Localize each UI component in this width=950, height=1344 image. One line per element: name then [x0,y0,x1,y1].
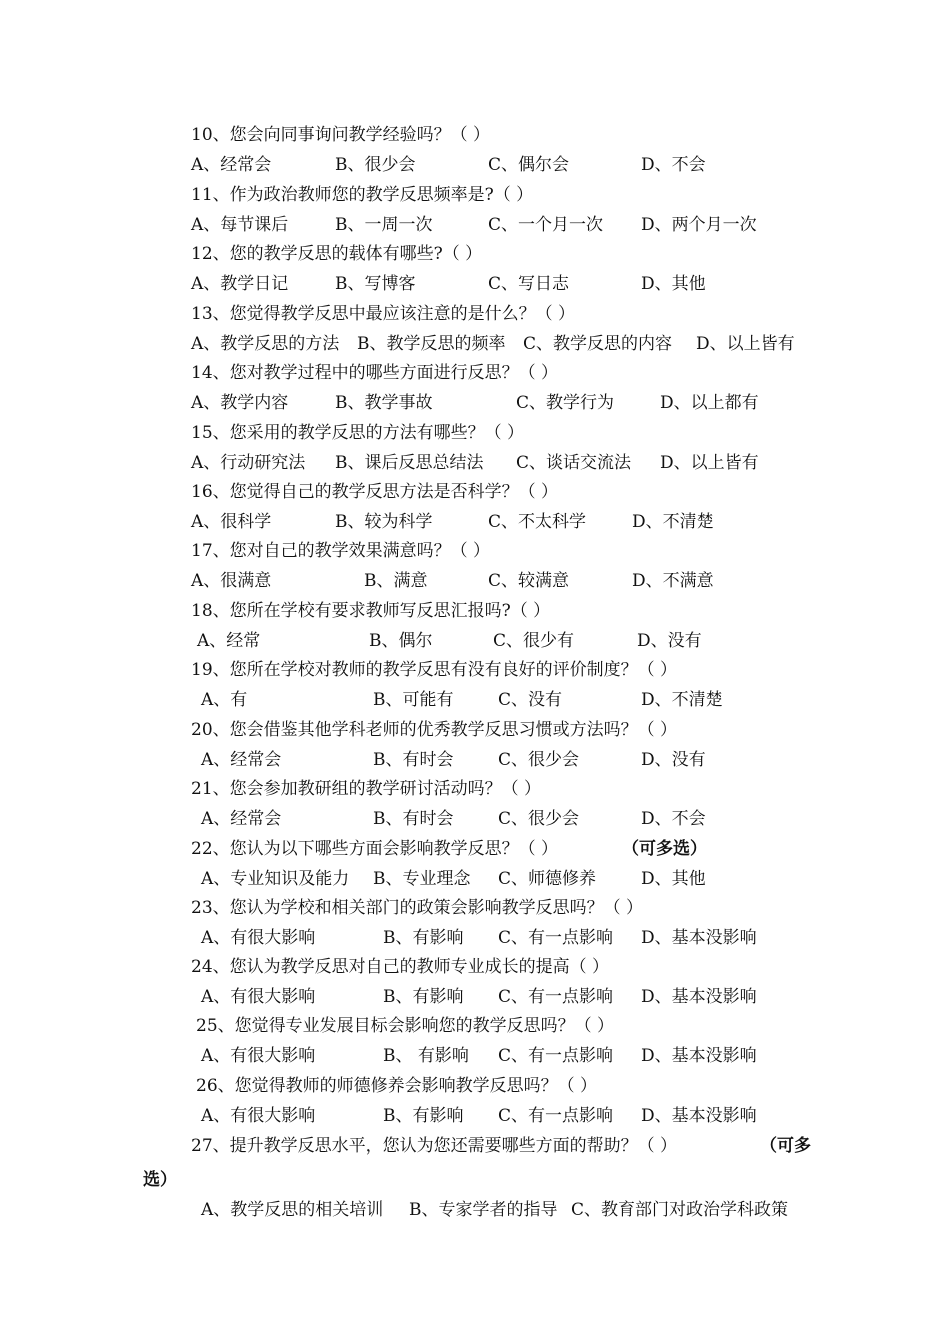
option-label: B、写博客 [335,273,416,294]
option-label: A、教学日记 [191,273,289,294]
options-row [0,1041,950,1071]
question-line [0,299,950,329]
option-label: B、课后反思总结法 [335,452,484,473]
options-row [0,566,950,596]
options-row [0,150,950,180]
option-label: A、经常 [197,630,261,651]
option-label: C、很少有 [493,630,575,651]
question-text: 21、您会参加教研组的教学研讨活动吗？（ ） [191,779,542,799]
option-label: D、不清楚 [641,689,723,710]
question-text: 16、您觉得自己的教学反思方法是否科学？（ ） [191,482,559,502]
question-line [0,596,950,626]
question-text: 19、您所在学校对教师的教学反思有没有良好的评价制度？（ ） [191,660,678,680]
options-row [0,210,950,240]
question-text: 23、您认为学校和相关部门的政策会影响教学反思吗？（ ） [191,898,644,918]
option-label: B、教学事故 [335,392,433,413]
option-label: D、以上皆有 [696,333,795,354]
options-row [0,626,950,656]
option-label: A、很满意 [191,570,272,591]
question-line [0,120,950,150]
options-row [0,507,950,537]
option-label: C、一个月一次 [488,214,604,235]
options-row [0,388,950,418]
option-label: C、很少会 [498,808,580,829]
question-text: 18、您所在学校有要求教师写反思汇报吗?（ ） [191,601,551,621]
question-text: 15、您采用的教学反思的方法有哪些？（ ） [191,423,525,443]
option-label: A、专业知识及能力 [201,868,350,889]
question-text: 12、您的教学反思的载体有哪些?（ ） [191,244,483,264]
option-label: D、两个月一次 [641,214,757,235]
multi-select-note: （可多选） [622,839,707,859]
option-label: C、偶尔会 [488,154,570,175]
option-label: C、有一点影响 [498,927,614,948]
option-label: B、教学反思的频率 [357,333,506,354]
options-row [0,1101,950,1131]
options-row [0,329,950,359]
option-label: C、有一点影响 [498,1105,614,1126]
option-label: B、较为科学 [335,511,433,532]
question-text: 25、您觉得专业发展目标会影响您的教学反思吗？（ ） [196,1016,615,1036]
option-label: A、有 [201,689,248,710]
question-line [0,715,950,745]
option-label: B、有影响 [383,927,464,948]
options-row [0,745,950,775]
option-label: A、经常会 [201,808,282,829]
question-line [0,477,950,507]
option-label: C、谈话交流法 [516,452,632,473]
options-row [0,923,950,953]
option-label: D、基本没影响 [641,1045,757,1066]
option-label: A、有很大影响 [201,1045,316,1066]
option-label: D、以上都有 [660,392,759,413]
option-label: C、较满意 [488,570,570,591]
option-label: B、满意 [364,570,428,591]
option-label: D、基本没影响 [641,927,757,948]
option-label: C、很少会 [498,749,580,770]
question-text: 20、您会借鉴其他学科老师的优秀教学反思习惯或方法吗？（ ） [191,720,678,740]
options-row [0,804,950,834]
multi-select-note: （可多 [760,1136,811,1156]
option-label: B、很少会 [335,154,416,175]
question-line [0,1131,950,1161]
options-row [0,1195,950,1225]
options-row [0,448,950,478]
question-text: 14、您对教学过程中的哪些方面进行反思？（ ） [191,363,559,383]
question-line [0,358,950,388]
option-label: A、有很大影响 [201,1105,316,1126]
options-row [0,982,950,1012]
option-label: A、经常会 [201,749,282,770]
options-row [0,864,950,894]
question-line [0,1071,950,1101]
option-label: B、有影响 [383,986,464,1007]
question-text: 27、提升教学反思水平，您认为您还需要哪些方面的帮助？（ ） [191,1136,678,1156]
option-label: B、 有影响 [383,1045,469,1066]
option-label: B、专家学者的指导 [409,1200,558,1220]
options-row [0,685,950,715]
question-text: 11、作为政治教师您的教学反思频率是?（ ） [191,185,534,205]
option-label: C、有一点影响 [498,986,614,1007]
question-line [0,239,950,269]
option-label: C、有一点影响 [498,1045,614,1066]
question-wrap-line [0,1165,950,1195]
option-label: B、有时会 [373,808,454,829]
option-label: A、经常会 [191,154,272,175]
option-label: D、不会 [641,154,706,175]
option-label: A、很科学 [191,511,272,532]
option-label: B、有时会 [373,749,454,770]
option-label: D、其他 [641,273,706,294]
question-line [0,774,950,804]
question-line [0,180,950,210]
multi-select-note: 选） [143,1170,177,1190]
option-label: A、教学反思的相关培训 [201,1200,384,1220]
question-text: 22、您认为以下哪些方面会影响教学反思？（ ） [191,839,559,859]
option-label: A、每节课后 [191,214,289,235]
question-line [0,536,950,566]
option-label: C、写日志 [488,273,570,294]
question-text: 24、您认为教学反思对自己的教师专业成长的提高（ ） [191,957,610,977]
option-label: D、不清楚 [632,511,714,532]
option-label: D、没有 [637,630,702,651]
option-label: A、行动研究法 [191,452,306,473]
option-label: D、不会 [641,808,706,829]
option-label: A、教学内容 [191,392,289,413]
option-label: B、偶尔 [369,630,433,651]
option-label: A、有很大影响 [201,986,316,1007]
options-row [0,269,950,299]
option-label: B、可能有 [373,689,454,710]
option-label: C、教学行为 [516,392,615,413]
question-text: 26、您觉得教师的师德修养会影响教学反思吗？（ ） [196,1076,598,1096]
question-line [0,952,950,982]
option-label: D、不满意 [632,570,714,591]
option-label: B、专业理念 [373,868,471,889]
option-label: C、没有 [498,689,563,710]
option-label: D、其他 [641,868,706,889]
option-label: C、不太科学 [488,511,587,532]
question-line [0,1011,950,1041]
option-label: C、教育部门对政治学科政策 [571,1200,789,1220]
option-label: D、基本没影响 [641,986,757,1007]
option-label: A、有很大影响 [201,927,316,948]
option-label: A、教学反思的方法 [191,333,340,354]
option-label: B、有影响 [383,1105,464,1126]
question-line [0,655,950,685]
question-text: 10、您会向同事询问教学经验吗？（ ） [191,125,491,145]
question-line [0,893,950,923]
option-label: D、没有 [641,749,706,770]
option-label: C、教学反思的内容 [523,333,673,354]
option-label: B、一周一次 [335,214,433,235]
question-text: 13、您觉得教学反思中最应该注意的是什么？（ ） [191,304,576,324]
option-label: D、基本没影响 [641,1105,757,1126]
question-text: 17、您对自己的教学效果满意吗？（ ） [191,541,491,561]
question-line [0,418,950,448]
option-label: C、师德修养 [498,868,597,889]
question-line [0,834,950,864]
option-label: D、以上皆有 [660,452,759,473]
